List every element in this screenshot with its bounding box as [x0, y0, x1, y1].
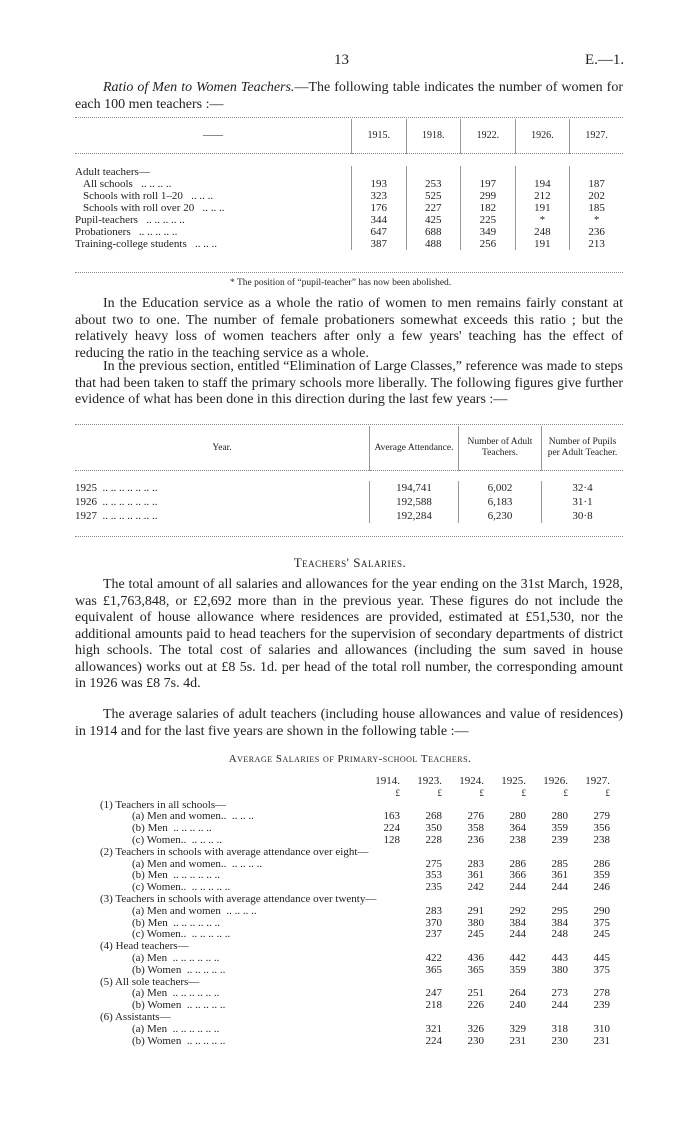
year-header: 1924. [459, 775, 484, 787]
page-number: 13 [334, 52, 349, 68]
table-cell: 253 [406, 178, 461, 190]
table-cell: 370 [425, 916, 442, 929]
row-label: (a) Men [132, 1022, 168, 1035]
table-cell: 238 [593, 833, 610, 846]
table-row [75, 214, 623, 226]
intro-paragraph [75, 80, 623, 113]
row-label: (a) Men and women.. [132, 857, 227, 870]
year-cell: 1927 [75, 510, 97, 522]
row-label: (b) Men [132, 869, 168, 882]
table-cell: 326 [467, 1022, 484, 1035]
table-cell: 244 [509, 928, 526, 941]
table-cell: 292 [509, 904, 526, 917]
table-cell: 647 [352, 226, 407, 238]
table-cell: 245 [467, 928, 484, 941]
table-cell: 273 [551, 987, 568, 1000]
col-header: Year. [212, 442, 232, 453]
table-row [100, 835, 610, 847]
table-cell: 442 [509, 951, 526, 964]
row-label: (c) Women.. [132, 928, 187, 941]
table-cell: 192,284 [370, 509, 459, 523]
leader-dots: .. .. .. .. .. [186, 963, 226, 976]
table-cell: * [515, 214, 570, 226]
leader-dots: .. .. .. .. .. .. [172, 987, 220, 1000]
table-cell: 283 [467, 857, 484, 870]
ratio-table [75, 119, 623, 250]
table-cell: 278 [593, 987, 610, 1000]
table-bottom-rule [75, 536, 623, 537]
unit-row [100, 788, 610, 800]
ratio-group-label: Adult teachers— [75, 166, 150, 178]
row-label: (c) Women.. [132, 833, 187, 846]
table-cell: 290 [593, 904, 610, 917]
row-label: Schools with roll 1–20 [83, 190, 183, 202]
table-cell: 323 [352, 190, 407, 202]
table-cell: 364 [509, 822, 526, 835]
table-cell: 244 [551, 881, 568, 894]
leader-dots: .. .. .. .. .. .. [173, 869, 220, 882]
year-cell: 1926 [75, 496, 97, 508]
section-heading: Teachers' Salaries. [293, 555, 407, 570]
table-cell: 359 [593, 869, 610, 882]
table-cell: 245 [593, 928, 610, 941]
table-cell: 242 [467, 881, 484, 894]
table-title: Average Salaries of Primary-school Teachers. [228, 753, 472, 765]
average-salaries-table [100, 776, 610, 1047]
table-cell: 380 [551, 963, 568, 976]
row-label: (a) Men and women [132, 904, 221, 917]
table-cell: 688 [406, 226, 461, 238]
table-cell: 280 [509, 810, 526, 823]
empty-cell [358, 906, 400, 918]
table-cell: 310 [593, 1022, 610, 1035]
ratio-year-header: 1926. [515, 119, 570, 154]
table-cell: 525 [406, 190, 461, 202]
empty-cell [358, 988, 400, 1000]
row-label-cell [100, 835, 358, 847]
table-cell: 6,002 [459, 481, 542, 495]
leader-dots: .. .. .. [191, 190, 214, 202]
row-label: Training-college students [75, 238, 187, 250]
table-cell: 375 [593, 963, 610, 976]
table-cell: 349 [461, 226, 516, 238]
row-label: (c) Women.. [132, 881, 187, 894]
year-header: 1926. [543, 775, 568, 787]
table-cell: 194,741 [370, 481, 459, 495]
group-label: (1) Teachers in all schools— [100, 798, 227, 811]
row-label: Schools with roll over 20 [83, 202, 195, 214]
table-top-rule [75, 424, 623, 425]
paragraph: The average salaries of adult teachers (including house allowances and value of residences) in 1914 and for the last five years are shown in the following table :— [75, 707, 623, 739]
table-cell: 224 [383, 822, 400, 835]
leader-dots: .. .. .. .. [191, 833, 222, 846]
leader-dots: .. .. .. .. .. [138, 226, 178, 238]
year-header: 1914. [375, 775, 400, 787]
table-cell: 291 [467, 904, 484, 917]
table-cell: 359 [509, 963, 526, 976]
table-cell: 276 [467, 810, 484, 823]
table-cell: 365 [467, 963, 484, 976]
table-cell: 31·1 [542, 495, 624, 509]
year-header: 1925. [501, 775, 526, 787]
row-label: (b) Women [132, 999, 182, 1012]
empty-cell [358, 965, 400, 977]
table-cell: 246 [593, 881, 610, 894]
year-cell: 1925 [75, 482, 97, 494]
empty-cell [358, 918, 400, 930]
table-cell: 191 [515, 238, 570, 250]
table-cell: 240 [509, 999, 526, 1012]
unit-cell: £ [521, 787, 526, 798]
table-cell: 191 [515, 202, 570, 214]
table-cell: 230 [467, 1034, 484, 1047]
group-label: (6) Assistants— [100, 1010, 171, 1023]
ratio-year-header: 1922. [461, 119, 516, 154]
unit-cell: £ [395, 787, 400, 798]
table-cell: 239 [551, 833, 568, 846]
row-label: (b) Women [132, 1034, 182, 1047]
table-cell: 279 [593, 810, 610, 823]
table-cell: 329 [509, 1022, 526, 1035]
leader-dots: .. .. .. .. .. .. [172, 951, 220, 964]
table-cell: 231 [593, 1034, 610, 1047]
table-cell: 268 [425, 810, 442, 823]
table-row [75, 202, 623, 214]
table-cell: 226 [467, 999, 484, 1012]
leader-dots: .. .. .. .. .. [186, 1034, 226, 1047]
table-row [75, 481, 623, 495]
ratio-year-header: 1927. [570, 119, 623, 154]
row-label-cell [100, 965, 358, 977]
row-label: (b) Men [132, 822, 168, 835]
leader-dots: .. .. .. [202, 202, 225, 214]
table-row [75, 495, 623, 509]
empty-cell [358, 1036, 400, 1048]
row-label: (a) Men [132, 951, 168, 964]
group-label: (2) Teachers in schools with average attendance over eight— [100, 845, 369, 858]
table-row [75, 178, 623, 190]
table-cell: 212 [515, 190, 570, 202]
ratio-year-header: 1918. [406, 119, 461, 154]
table-cell: 244 [551, 999, 568, 1012]
table-cell: 344 [352, 214, 407, 226]
leader-dots: .. .. .. .. .. [191, 928, 231, 941]
table-cell: 422 [425, 951, 442, 964]
table-cell: 384 [551, 916, 568, 929]
table-cell: 436 [467, 951, 484, 964]
table-row [75, 238, 623, 250]
leader-dots: .. .. .. .. .. [191, 881, 231, 894]
table-cell: * [570, 214, 623, 226]
empty-cell [358, 870, 400, 882]
leader-dots: .. .. .. .. .. .. .. [102, 496, 158, 508]
table-cell: 445 [593, 951, 610, 964]
row-label: (a) Men and women.. [132, 810, 227, 823]
table-cell: 163 [383, 810, 400, 823]
empty-cell [358, 929, 400, 941]
table-cell: 213 [570, 238, 623, 250]
table-cell: 230 [551, 1034, 568, 1047]
table-cell: 197 [461, 178, 516, 190]
table-cell: 425 [406, 214, 461, 226]
empty-cell [358, 953, 400, 965]
table-cell: 244 [509, 881, 526, 894]
table-cell: 32·4 [542, 481, 624, 495]
table-cell: 224 [425, 1034, 442, 1047]
empty-cell [358, 859, 400, 871]
table-cell: 353 [425, 869, 442, 882]
table-row [100, 1036, 610, 1048]
table-cell: 202 [570, 190, 623, 202]
leader-dots: .. .. .. .. .. .. .. [102, 482, 158, 494]
table-cell: 295 [551, 904, 568, 917]
table-bottom-rule [75, 272, 623, 273]
attendance-table [75, 426, 623, 523]
table-cell: 387 [352, 238, 407, 250]
table-cell: 248 [551, 928, 568, 941]
table-cell: 237 [425, 928, 442, 941]
table-cell: 264 [509, 987, 526, 1000]
col-header: Average Attendance. [370, 426, 459, 471]
table-cell: 236 [570, 226, 623, 238]
table-cell: 318 [551, 1022, 568, 1035]
row-label: Pupil-teachers [75, 214, 138, 226]
row-label-cell [100, 1036, 358, 1048]
leader-dots: .. .. .. .. [141, 178, 172, 190]
row-label: (b) Women [132, 963, 182, 976]
table-top-rule [75, 117, 623, 118]
table-cell: 375 [593, 916, 610, 929]
table-cell: 194 [515, 178, 570, 190]
table-cell: 182 [461, 202, 516, 214]
table-cell: 231 [509, 1034, 526, 1047]
row-label: (b) Men [132, 916, 168, 929]
table-cell: 256 [461, 238, 516, 250]
table-cell: 285 [551, 857, 568, 870]
table-cell: 192,588 [370, 495, 459, 509]
table-row [100, 1000, 610, 1012]
table-row [75, 190, 623, 202]
table-row [75, 509, 623, 523]
table-cell: 443 [551, 951, 568, 964]
table-cell: 187 [570, 178, 623, 190]
table-cell: 176 [352, 202, 407, 214]
paragraph: The total amount of all salaries and allowances for the year ending on the 31st March, 1928, was £1,763,848, or £2,692 more than in the previous year. These figures do not include the equivalent of house allowance where residences are provided, estimated at £51,530, nor the additional amounts paid to head teachers for the supervision of secondary departments of district high schools. The total cost of salaries and allowances (including the sum saved in house allowances) works out at £8 5s. 1d. per head of the total roll number, the corresponding amount in 1926 was £8 7s. 4d. [75, 577, 623, 691]
leader-dots: .. .. .. .. .. [173, 822, 212, 835]
unit-cell: £ [605, 787, 610, 798]
table-cell: 299 [461, 190, 516, 202]
table-cell: 488 [406, 238, 461, 250]
table-cell: 384 [509, 916, 526, 929]
col-header: Number of Adult Teachers. [459, 426, 542, 471]
table-cell: 128 [383, 833, 400, 846]
ratio-year-header: 1915. [352, 119, 407, 154]
table-cell: 275 [425, 857, 442, 870]
ratio-table-corner: —— [203, 130, 223, 141]
paragraph: In the previous section, entitled “Elimination of Large Classes,” reference was made to steps that had been taken to staff the primary schools more liberally. The following figures give further evidence of what has been done in this direction during the last few years :— [75, 359, 623, 407]
table-cell: 251 [467, 987, 484, 1000]
table-cell: 236 [467, 833, 484, 846]
empty-cell [358, 1024, 400, 1036]
table-cell: 228 [425, 833, 442, 846]
table-cell: 30·8 [542, 509, 624, 523]
table-row [75, 226, 623, 238]
leader-dots: .. .. .. [231, 810, 254, 823]
row-label: Probationers [75, 226, 131, 238]
spacer-cell [100, 776, 358, 788]
table-cell: 185 [570, 202, 623, 214]
year-header: 1927. [585, 775, 610, 787]
table-cell: 238 [509, 833, 526, 846]
row-label: (a) Men [132, 987, 168, 1000]
leader-dots: .. .. .. .. .. .. [173, 916, 220, 929]
table-cell: 247 [425, 987, 442, 1000]
unit-cell: £ [479, 787, 484, 798]
leader-dots: .. .. .. .. [226, 904, 257, 917]
table-cell: 218 [425, 999, 442, 1012]
leader-dots: .. .. .. [194, 238, 217, 250]
table-cell: 380 [467, 916, 484, 929]
year-header-row [100, 776, 610, 788]
unit-cell: £ [563, 787, 568, 798]
leader-dots: .. .. .. .. .. [146, 214, 185, 226]
table-cell: 356 [593, 822, 610, 835]
intro-text: —The following table indicates the number of women for each 100 men teachers :— [75, 80, 623, 112]
table-cell: 361 [551, 869, 568, 882]
table-cell: 321 [425, 1022, 442, 1035]
group-label: (5) All sole teachers— [100, 975, 200, 988]
table-cell: 365 [425, 963, 442, 976]
col-header: Number of Pupils per Adult Teacher. [542, 426, 624, 471]
document-code: E.—1. [585, 52, 625, 68]
unit-cell: £ [437, 787, 442, 798]
table-cell: 286 [509, 857, 526, 870]
table-cell: 248 [515, 226, 570, 238]
table-cell: 193 [352, 178, 407, 190]
table-cell: 6,183 [459, 495, 542, 509]
table-cell: 350 [425, 822, 442, 835]
table-cell: 359 [551, 822, 568, 835]
table-row [100, 965, 610, 977]
leader-dots: .. .. .. .. [231, 857, 263, 870]
leader-dots: .. .. .. .. .. .. [172, 1022, 220, 1035]
spacer-cell [100, 788, 358, 800]
table-cell: 235 [425, 881, 442, 894]
intro-title: Ratio of Men to Women Teachers. [103, 80, 295, 95]
group-label: (3) Teachers in schools with average attendance over twenty— [100, 892, 377, 905]
leader-dots: .. .. .. .. .. .. .. [102, 510, 158, 522]
group-label: (4) Head teachers— [100, 940, 189, 953]
table-cell: 225 [461, 214, 516, 226]
leader-dots: .. .. .. .. .. [186, 999, 226, 1012]
footnote: * The position of “pupil-teacher” has now been abolished. [230, 278, 452, 288]
table-cell: 283 [425, 904, 442, 917]
table-cell: 280 [551, 810, 568, 823]
row-label: All schools [83, 178, 133, 190]
year-header: 1923. [417, 775, 442, 787]
table-cell: 6,230 [459, 509, 542, 523]
table-cell: 361 [467, 869, 484, 882]
table-cell: 366 [509, 869, 526, 882]
table-cell: 239 [593, 999, 610, 1012]
table-cell: 286 [593, 857, 610, 870]
table-cell: 227 [406, 202, 461, 214]
table-cell: 358 [467, 822, 484, 835]
empty-cell [358, 1000, 400, 1012]
paragraph: In the Education service as a whole the ratio of women to men remains fairly constant at about two to one. The number of female probationers somewhat exceeds this ratio ; but the relatively heavy loss of women teachers after only a few years' teaching has the effect of reducing the ratio in the teaching service as a whole. [75, 296, 623, 361]
